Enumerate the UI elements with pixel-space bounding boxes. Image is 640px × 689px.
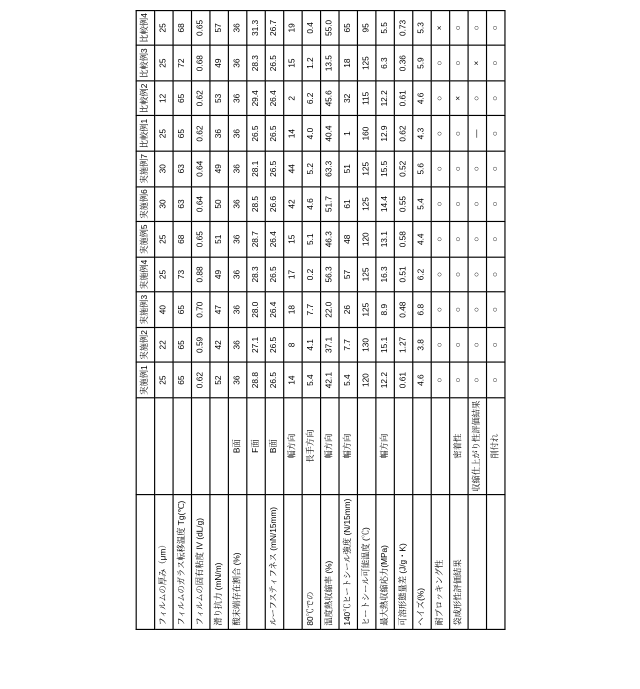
table-cell: 4.1: [302, 327, 320, 362]
table-cell: 14.4: [375, 186, 393, 221]
table-cell: 160: [357, 116, 375, 151]
table-cell: ○: [431, 327, 449, 362]
column-header: 実施例4: [136, 257, 154, 292]
table-cell: 36: [209, 116, 227, 151]
table-cell: 0.70: [191, 292, 209, 327]
table-cell: 4.6: [412, 363, 430, 398]
table-cell: 120: [357, 363, 375, 398]
column-header-property: [136, 495, 154, 630]
row-sublabel: [431, 398, 449, 495]
table-cell: 0.51: [394, 257, 412, 292]
row-label: フィルムの厚み（μm）: [154, 495, 172, 630]
row-sublabel: 収縮仕上がり性評価結果: [468, 398, 486, 495]
table-cell: 0.61: [394, 81, 412, 116]
table-cell: 18: [283, 292, 301, 327]
table-header-row: [136, 10, 154, 629]
table-cell: ×: [431, 10, 449, 45]
table-cell: ○: [468, 257, 486, 292]
row-label: 140℃ヒートシール強度 (N/15mm): [338, 495, 356, 630]
table-cell: 36: [228, 292, 246, 327]
table-cell: ○: [449, 186, 467, 221]
table-cell: 42: [209, 327, 227, 362]
table-row: [302, 10, 320, 629]
table-cell: 14: [283, 116, 301, 151]
table-cell: 56.3: [320, 257, 338, 292]
column-header: 比較例3: [136, 46, 154, 81]
table-row: [449, 10, 467, 629]
table-cell: 15.1: [375, 327, 393, 362]
table-body: [154, 10, 504, 629]
table-cell: 50: [209, 186, 227, 221]
table-cell: ○: [468, 292, 486, 327]
table-cell: 3.8: [412, 327, 430, 362]
table-row: [191, 10, 209, 629]
table-cell: 46.3: [320, 222, 338, 257]
table-cell: ○: [468, 327, 486, 362]
table-cell: ○: [449, 46, 467, 81]
table-cell: 53: [209, 81, 227, 116]
table-header: [136, 10, 154, 629]
table-cell: —: [468, 116, 486, 151]
row-sublabel: [394, 398, 412, 495]
table-cell: ○: [431, 363, 449, 398]
column-header-direction: [136, 398, 154, 495]
column-header: 実施例3: [136, 292, 154, 327]
row-label: 可溶形態量差 (J/g・K): [394, 495, 412, 630]
table-cell: 5.6: [412, 151, 430, 186]
table-cell: ○: [449, 10, 467, 45]
table-cell: 55.0: [320, 10, 338, 45]
table-cell: 68: [172, 10, 190, 45]
table-cell: 26.6: [265, 186, 283, 221]
table-cell: 4.6: [412, 81, 430, 116]
table-cell: 29.4: [246, 81, 264, 116]
table-cell: ○: [431, 116, 449, 151]
table-cell: 0.55: [394, 186, 412, 221]
table-cell: 7.7: [338, 327, 356, 362]
table-row: [209, 10, 227, 629]
table-cell: ○: [449, 292, 467, 327]
table-cell: 36: [228, 222, 246, 257]
table-cell: 4.6: [302, 186, 320, 221]
table-cell: 1.2: [302, 46, 320, 81]
table-cell: 52: [209, 363, 227, 398]
row-sublabel: 幅方向: [283, 398, 301, 495]
row-label: 最大熱収縮応力(MPa): [375, 495, 393, 630]
table-cell: ○: [486, 292, 504, 327]
table-cell: 0.61: [394, 363, 412, 398]
table-cell: 0.65: [191, 222, 209, 257]
table-cell: 5.2: [302, 151, 320, 186]
row-label: 80℃での: [302, 495, 320, 630]
table-cell: 8: [283, 327, 301, 362]
row-label: フィルムのガラス転移温度 Tg(℃): [172, 495, 190, 630]
row-label: フィルムの固有粘度 IV (dL/g): [191, 495, 209, 630]
table-cell: 25: [154, 257, 172, 292]
table-cell: 25: [154, 10, 172, 45]
row-label: ルーフスティフネス (mN/15mm): [265, 495, 283, 630]
table-cell: 5.4: [302, 363, 320, 398]
table-cell: ○: [468, 186, 486, 221]
table-cell: 0.2: [302, 257, 320, 292]
row-label: 酸末端存在割合 (%): [228, 495, 246, 630]
table-cell: ○: [431, 257, 449, 292]
column-header: 比較例1: [136, 116, 154, 151]
table-cell: 25: [154, 222, 172, 257]
row-label: [246, 495, 264, 630]
table-cell: 6.3: [375, 46, 393, 81]
row-sublabel: 幅方向: [320, 398, 338, 495]
table-cell: 40: [154, 292, 172, 327]
table-cell: 57: [209, 10, 227, 45]
table-cell: ○: [486, 10, 504, 45]
table-cell: 51: [338, 151, 356, 186]
table-cell: 2: [283, 81, 301, 116]
table-cell: 63.3: [320, 151, 338, 186]
table-cell: ○: [486, 151, 504, 186]
table-cell: ○: [468, 222, 486, 257]
table-cell: ○: [486, 81, 504, 116]
table-cell: ○: [468, 363, 486, 398]
table-cell: 4.0: [302, 116, 320, 151]
table-cell: 40.4: [320, 116, 338, 151]
table-cell: 63: [172, 186, 190, 221]
table-cell: 0.48: [394, 292, 412, 327]
table-cell: 49: [209, 46, 227, 81]
row-label: [468, 495, 486, 630]
row-sublabel: F面: [246, 398, 264, 495]
table-cell: 12.2: [375, 363, 393, 398]
table-cell: 0.88: [191, 257, 209, 292]
table-cell: 61: [338, 186, 356, 221]
table-cell: 28.1: [246, 151, 264, 186]
table-cell: 28.7: [246, 222, 264, 257]
table-cell: 36: [228, 81, 246, 116]
table-cell: 8.9: [375, 292, 393, 327]
table-row: [468, 10, 486, 629]
table-cell: 5.4: [412, 186, 430, 221]
table-cell: 65: [338, 10, 356, 45]
table-row: [357, 10, 375, 629]
table-row: [283, 10, 301, 629]
table-row: [172, 10, 190, 629]
table-cell: 25: [154, 46, 172, 81]
table-cell: 0.62: [191, 81, 209, 116]
row-label: [283, 495, 301, 630]
table-cell: ○: [431, 186, 449, 221]
table-cell: 65: [172, 363, 190, 398]
table-cell: 5.1: [302, 222, 320, 257]
table-cell: 36: [228, 10, 246, 45]
table-cell: 28.8: [246, 363, 264, 398]
column-header: 実施例7: [136, 151, 154, 186]
table-cell: ×: [468, 46, 486, 81]
table-cell: 31.3: [246, 10, 264, 45]
table-cell: 125: [357, 151, 375, 186]
table-cell: 51: [209, 222, 227, 257]
row-sublabel: B面: [265, 398, 283, 495]
table-cell: ○: [486, 186, 504, 221]
row-label: ヒートシール可能温度 (℃): [357, 495, 375, 630]
table-cell: 32: [338, 81, 356, 116]
table-cell: 130: [357, 327, 375, 362]
table-cell: ○: [468, 10, 486, 45]
table-cell: 1: [338, 116, 356, 151]
table-cell: 73: [172, 257, 190, 292]
table-cell: ○: [486, 363, 504, 398]
table-cell: 26.5: [265, 257, 283, 292]
table-cell: 72: [172, 46, 190, 81]
table-cell: 5.9: [412, 46, 430, 81]
table-cell: 26.7: [265, 10, 283, 45]
table-row: [486, 10, 504, 629]
row-sublabel: [357, 398, 375, 495]
table-cell: 13.5: [320, 46, 338, 81]
table-cell: 95: [357, 10, 375, 45]
table-cell: ○: [431, 292, 449, 327]
table-cell: 4.4: [412, 222, 430, 257]
table-cell: 42.1: [320, 363, 338, 398]
table-cell: ○: [449, 151, 467, 186]
table-cell: 15.5: [375, 151, 393, 186]
table-cell: 26.4: [265, 81, 283, 116]
row-sublabel: 削付れ: [486, 398, 504, 495]
column-header: 実施例1: [136, 363, 154, 398]
table-cell: ○: [486, 46, 504, 81]
column-header: 実施例5: [136, 222, 154, 257]
table-cell: 26.5: [265, 116, 283, 151]
table-cell: 7.7: [302, 292, 320, 327]
table-cell: 0.68: [191, 46, 209, 81]
table-cell: ○: [486, 257, 504, 292]
table-cell: 115: [357, 81, 375, 116]
table-cell: 6.2: [302, 81, 320, 116]
row-label: 耐ブロッキング性: [431, 495, 449, 630]
table-cell: 36: [228, 151, 246, 186]
table-row: [265, 10, 283, 629]
column-header: 実施例6: [136, 186, 154, 221]
table-cell: ○: [449, 327, 467, 362]
table-cell: 68: [172, 222, 190, 257]
table-row: [228, 10, 246, 629]
table-cell: 28.0: [246, 292, 264, 327]
row-sublabel: B面: [228, 398, 246, 495]
table-cell: ○: [431, 222, 449, 257]
table-cell: 4.3: [412, 116, 430, 151]
table-cell: 48: [338, 222, 356, 257]
table-cell: 125: [357, 186, 375, 221]
table-cell: 12: [154, 81, 172, 116]
table-row: [412, 10, 430, 629]
table-cell: ○: [431, 151, 449, 186]
table-cell: 36: [228, 327, 246, 362]
table-cell: 36: [228, 363, 246, 398]
row-label: 袋成形性評価結果: [449, 495, 467, 630]
table-cell: 26.5: [246, 116, 264, 151]
table-cell: 63: [172, 151, 190, 186]
table-cell: 5.3: [412, 10, 430, 45]
column-header: 比較例4: [136, 10, 154, 45]
table-cell: 65: [172, 116, 190, 151]
table-cell: 18: [338, 46, 356, 81]
table-cell: ○: [449, 257, 467, 292]
table-cell: 125: [357, 46, 375, 81]
table-cell: 26.4: [265, 222, 283, 257]
table-cell: ○: [449, 363, 467, 398]
table-cell: 57: [338, 257, 356, 292]
row-sublabel: 長手方向: [302, 398, 320, 495]
table-cell: 12.2: [375, 81, 393, 116]
table-cell: 12.9: [375, 116, 393, 151]
table-cell: 42: [283, 186, 301, 221]
table-cell: 0.36: [394, 46, 412, 81]
table-cell: 45.6: [320, 81, 338, 116]
row-sublabel: [172, 398, 190, 495]
table-cell: 16.3: [375, 257, 393, 292]
table-cell: ○: [486, 116, 504, 151]
table-cell: 47: [209, 292, 227, 327]
table-cell: ○: [449, 222, 467, 257]
table-cell: 0.73: [394, 10, 412, 45]
table-cell: 26.5: [265, 151, 283, 186]
table-cell: 0.64: [191, 186, 209, 221]
table-cell: 120: [357, 222, 375, 257]
row-sublabel: 幅方向: [375, 398, 393, 495]
table-cell: 65: [172, 327, 190, 362]
table-cell: ○: [449, 116, 467, 151]
table-row: [375, 10, 393, 629]
table-row: [320, 10, 338, 629]
table-cell: 0.62: [191, 116, 209, 151]
table-cell: ○: [431, 81, 449, 116]
table-cell: 36: [228, 186, 246, 221]
table-row: [394, 10, 412, 629]
table-cell: 49: [209, 257, 227, 292]
table-cell: 36: [228, 116, 246, 151]
table-cell: 0.62: [191, 363, 209, 398]
row-sublabel: 幅方向: [338, 398, 356, 495]
table-cell: 125: [357, 292, 375, 327]
row-sublabel: [209, 398, 227, 495]
column-header: 比較例2: [136, 81, 154, 116]
table-cell: 0.64: [191, 151, 209, 186]
table-row: [338, 10, 356, 629]
table-cell: 65: [172, 292, 190, 327]
table-cell: 17: [283, 257, 301, 292]
table-cell: ○: [486, 222, 504, 257]
table-cell: ○: [431, 46, 449, 81]
table-cell: 0.52: [394, 151, 412, 186]
table-cell: 22: [154, 327, 172, 362]
table-cell: 28.3: [246, 46, 264, 81]
table-cell: 0.59: [191, 327, 209, 362]
table-cell: 125: [357, 257, 375, 292]
table-cell: 49: [209, 151, 227, 186]
table-cell: 36: [228, 46, 246, 81]
table-cell: 1.27: [394, 327, 412, 362]
table-cell: 25: [154, 363, 172, 398]
table-cell: 28.3: [246, 257, 264, 292]
table-cell: 65: [172, 81, 190, 116]
table-cell: 14: [283, 363, 301, 398]
properties-table: [135, 10, 505, 631]
table-cell: 25: [154, 116, 172, 151]
table-cell: 44: [283, 151, 301, 186]
table-cell: ○: [468, 81, 486, 116]
table-cell: 15: [283, 222, 301, 257]
table-cell: 22.0: [320, 292, 338, 327]
row-label: ヘイズ(%): [412, 495, 430, 630]
row-sublabel: 密着性: [449, 398, 467, 495]
row-label: [486, 495, 504, 630]
table-cell: ×: [449, 81, 467, 116]
table-cell: 26.5: [265, 46, 283, 81]
table-cell: 26.5: [265, 363, 283, 398]
table-cell: 0.65: [191, 10, 209, 45]
table-cell: ○: [486, 327, 504, 362]
table-cell: 0.62: [394, 116, 412, 151]
table-cell: 28.5: [246, 186, 264, 221]
row-sublabel: [191, 398, 209, 495]
table-cell: 5.5: [375, 10, 393, 45]
table-cell: 51.7: [320, 186, 338, 221]
table-cell: 26.5: [265, 327, 283, 362]
table-cell: 6.8: [412, 292, 430, 327]
table-row: [246, 10, 264, 629]
row-label: 温度熱収縮率 (%): [320, 495, 338, 630]
table-cell: 15: [283, 46, 301, 81]
row-sublabel: [412, 398, 430, 495]
table-cell: 0.4: [302, 10, 320, 45]
table-cell: 30: [154, 151, 172, 186]
table-cell: 37.1: [320, 327, 338, 362]
table-cell: ○: [468, 151, 486, 186]
column-header: 実施例2: [136, 327, 154, 362]
table-row: [154, 10, 172, 629]
table-cell: 26: [338, 292, 356, 327]
table-cell: 27.1: [246, 327, 264, 362]
row-sublabel: [154, 398, 172, 495]
table-cell: 13.1: [375, 222, 393, 257]
row-label: 滑り抗力 (mN/m): [209, 495, 227, 630]
table-cell: 19: [283, 10, 301, 45]
table-cell: 0.58: [394, 222, 412, 257]
table-cell: 6.2: [412, 257, 430, 292]
table-cell: 36: [228, 257, 246, 292]
table-cell: 26.4: [265, 292, 283, 327]
table-cell: 30: [154, 186, 172, 221]
table-cell: 5.4: [338, 363, 356, 398]
table-row: [431, 10, 449, 629]
